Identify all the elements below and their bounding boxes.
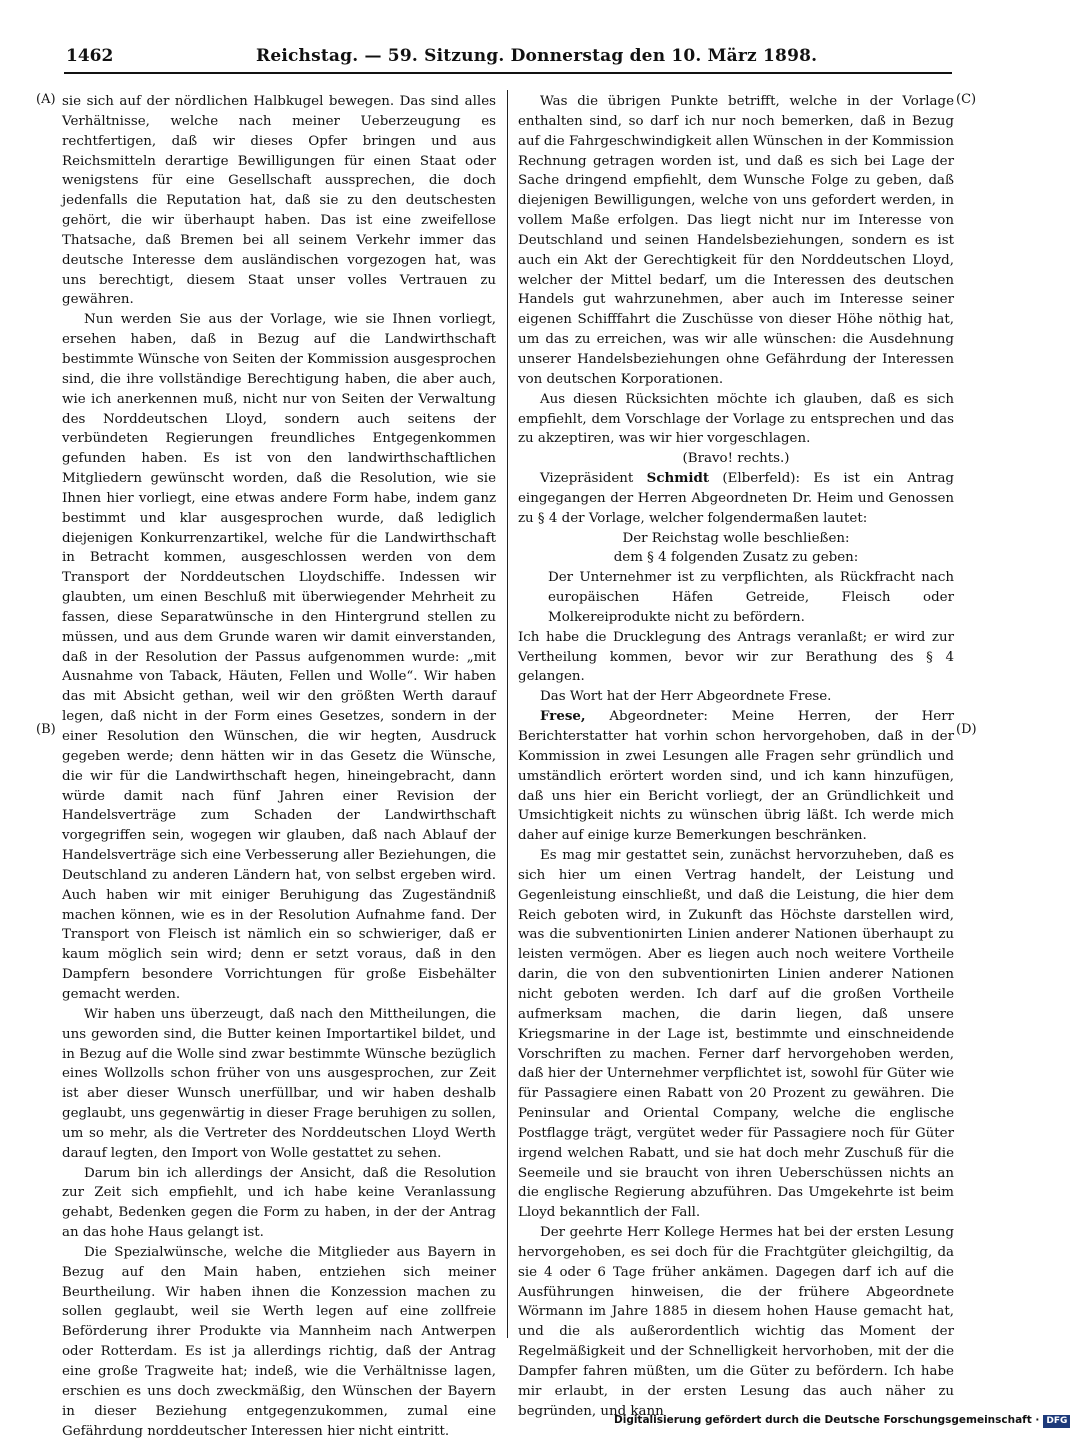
- right-column: [518, 92, 954, 1422]
- paragraph: Es mag mir gestattet sein, zunächst hervorzuheben, daß es sich hier um einen Vertrag handelt, der Leistung und Gegenleistung einschließt, und daß die Leistung, die hier dem Reich geboten wird, in Zukunft das Höchste darstellen wird, was die subventionirten Linien anderer Nationen überhaupt zu leisten vermögen. Aber es liegen auch noch weitere Vortheile darin, die von den subventionirten Linien anderer Nationen nicht geboten werden. Ich darf auf die großen Vortheile aufmerksam machen, die darin liegen, daß unsere Kriegsmarine in der Lage ist, bestimmte und einschneidende Vorschriften zu machen. Ferner darf hervorgehoben werden, daß hier der Unternehmer verpflichtet ist, sowohl für Güter wie für Passagiere einen Rabatt von 20 Prozent zu gewähren. Die Peninsular and Oriental Company, welche die englische Postflagge trägt, vergütet weder für Passagiere noch für Güter irgend welchen Rabatt, und sie hat doch mehr Zuschuß für die Seemeile und sie braucht von ihren Ueberschüssen nichts an die englische Regierung abzuführen. Das Umgekehrte ist beim Lloyd bekanntlich der Fall.: [518, 848, 954, 1221]
- margin-marker-a: (A): [36, 92, 56, 107]
- margin-marker-b: (B): [36, 722, 56, 737]
- margin-marker-c: (C): [956, 92, 977, 107]
- credit-text: Digitalisierung gefördert durch die Deutsche Forschungsgemeinschaft ·: [614, 1414, 1040, 1426]
- motion-line: dem § 4 folgenden Zusatz zu geben:: [613, 550, 859, 566]
- page-number: 1462: [66, 46, 114, 66]
- paragraph: Die Spezialwünsche, welche die Mitglieder aus Bayern in Bezug auf den Main haben, entziehen sich meiner Beurtheilung. Wir haben ihnen die Konzession machen zu sollen geglaubt, weil sie Werth legen auf eine zollfreie Beförderung ihrer Produkte via Mannheim nach Antwerpen oder Rotterdam. Es ist ja allerdings richtig, daß der Antrag eine große Tragweite hat; indeß, wie die Verhältnisse lagen, erschien es uns doch zweckmäßig, den Wünschen der Bayern in dieser Beziehung entgegenzukommen, zumal eine Gefährdung norddeutscher Interessen hier nicht eintritt.: [62, 1244, 496, 1439]
- speaker-name: Frese,: [540, 708, 586, 725]
- paragraph: Wir haben uns überzeugt, daß nach den Mittheilungen, die uns geworden sind, die Butter keinen Importartikel bildet, und in Bezug auf die Wolle sind zwar bestimmte Wünsche bezüglich eines Wollzolls schon früher von uns ausgesprochen, zur Zeit ist aber dieser Wunsch unerfüllbar, und wir haben deshalb geglaubt, uns gegenwärtig in dieser Frage beruhigen zu sollen, um so mehr, als die Vertreter des Norddeutschen Lloyd Werth darauf legten, den Import von Wolle gestattet zu sehen.: [62, 1006, 496, 1161]
- applause-note: (Bravo! rechts.): [682, 451, 790, 467]
- motion-line: Der Reichstag wolle beschließen:: [622, 530, 850, 546]
- column-divider: [507, 90, 508, 1338]
- digitization-credit: [614, 1414, 1068, 1430]
- paragraph: Nun werden Sie aus der Vorlage, wie sie Ihnen vorliegt, ersehen haben, daß in Bezug auf die Landwirthschaft bestimmte Wünsche von Seiten der Kommission ausgesprochen sind, die ihre vollständige Berechtigung haben, die aber auch, wie ich anerkennen muß, nicht nur von Seiten der Verwaltung des Norddeutschen Lloyd, sondern auch seitens der verbündeten Regierungen freundliches Entgegenkommen gefunden haben. Es ist von den landwirthschaftlichen Mitgliedern gewünscht worden, daß die Resolution, wie sie Ihnen hier vorliegt, eine etwas andere Form habe, indem ganz bestimmt und klar ausgesprochen wurde, daß lediglich diejenigen Konkurrenzartikel, welche für die Landwirthschaft in Betracht kommen, ausgeschlossen werden von dem Transport der Norddeutschen Lloydschiffe. Indessen wir glaubten, um einen Beschluß mit überwiegender Mehrheit zu fassen, diese Separatwünsche in den Hintergrund stellen zu müssen, und aus dem Grunde waren wir damit einverstanden, daß in der Resolution der Passus aufgenommen wurde: „mit Ausnahme von Taback, Häuten, Fellen und Wolle“. Wir haben das mit Absicht gethan, weil wir den größten Werth darauf legen, daß nicht in der Form eines Gesetzes, sondern in der einer Resolution den Wünschen, die wir hegten, Ausdruck gegeben werde; denn hätten wir in das Gesetz die Wünsche, die wir für die Landwirthschaft hegen, hineingebracht, dann würde damit nach fünf Jahren einer Revision der Handelsverträge zum Schaden der Landwirthschaft vorgegriffen sein, wogegen wir glauben, daß nach Ablauf der Handelsverträge sich eine Verbesserung aller Beziehungen, die Deutschland zu anderen Ländern hat, von selbst ergeben wird. Auch haben wir mit einiger Beruhigung das Zugeständniß machen können, wie es in der Resolution Aufnahme fand. Der Transport von Fleisch ist nämlich ein so schwieriger, daß er kaum möglich sein wird; denn er setzt voraus, daß in den Dampfern besondere Vorrichtungen für große Eisbehälter gemacht werden.: [62, 312, 496, 1002]
- paragraph: Was die übrigen Punkte betrifft, welche in der Vorlage enthalten sind, so darf ich nur noch bemerken, daß in Bezug auf die Fahrgeschwindigkeit allen Wünschen in der Kommission Rechnung getragen worden ist, und daß es sich bei Lage der Sache dringend empfiehlt, dem Wunsche Folge zu geben, daß diejenigen Bewilligungen, welche von uns gefordert werden, in vollem Maße erfolgen. Das liegt nicht nur im Interesse von Deutschland und seinen Handelsbeziehungen, sondern es ist auch ein Akt der Gerechtigkeit für den Norddeutschen Lloyd, welcher der Mittel bedarf, um die Interessen des deutschen Handels gut wahrzunehmen, aber auch im Interesse seiner eigenen Schifffahrt die Zuschüsse von dieser Höhe nöthig hat, um das zu erreichen, was wir alle wünschen: die Ausdehnung unserer Handelsbeziehungen ohne Gefährdung der Interessen von deutschen Korporationen.: [518, 94, 954, 387]
- speaker-paragraph: [518, 707, 954, 846]
- speaker-paragraph: [518, 469, 954, 529]
- speaker-text: (Elberfeld): Es ist ein Antrag eingegangen der Herren Abgeordneten Dr. Heim und Genossen zu § 4 der Vorlage, welcher folgendermaßen lautet:: [518, 471, 954, 526]
- dfg-logo: DFG: [1043, 1415, 1070, 1428]
- speaker-name: Schmidt: [646, 470, 710, 487]
- paragraph: Ich habe die Drucklegung des Antrags veranlaßt; er wird zur Vertheilung kommen, bevor wir zur Berathung des § 4 gelangen.: [518, 629, 954, 685]
- paragraph: Darum bin ich allerdings der Ansicht, daß die Resolution zur Zeit sich empfiehlt, und ich habe keine Veranlassung gehabt, Bedenken gegen die Form zu haben, in der der Antrag an das hohe Haus gelangt ist.: [62, 1165, 496, 1241]
- speaker-text: Abgeordneter: Meine Herren, der Herr Berichterstatter hat vorhin schon hervorgehoben, daß in der Kommission in zwei Lesungen alle Fragen sehr gründlich und umständlich erörtert worden sind, und ich kann hinzufügen, daß uns hier ein Bericht vorliegt, der an Gründlichkeit und Umsichtigkeit nichts zu wünschen übrig läßt. Ich werde mich daher auf einige kurze Bemerkungen beschränken.: [518, 709, 954, 844]
- paragraph: Aus diesen Rücksichten möchte ich glauben, daß es sich empfiehlt, dem Vorschlage der Vorlage zu entsprechen und das zu akzeptiren, was wir hier vorgeschlagen.: [518, 391, 954, 447]
- margin-marker-d: (D): [956, 722, 977, 737]
- paragraph: Der geehrte Herr Kollege Hermes hat bei der ersten Lesung hervorgehoben, es sei doch für die Frachtgüter gleichgiltig, da sie 4 oder 6 Tage früher ankämen. Dagegen darf ich auf die Ausführungen hinweisen, die der frühere Abgeordnete Wörmann im Jahre 1885 in diesem hohen Hause gemacht hat, und die als außerordentlich wichtig das Moment der Regelmäßigkeit und der Schnelligkeit hervorhoben, mit der die Dampfer fahren müßten, um die Güter zu befördern. Ich habe mir erlaubt, in der ersten Lesung das auch näher zu begründen, und kann: [518, 1225, 954, 1419]
- page-header: [66, 46, 954, 70]
- paragraph: sie sich auf der nördlichen Halbkugel bewegen. Das sind alles Verhältnisse, welche nach meiner Ueberzeugung es rechtfertigen, daß wir dieses Opfer bringen und aus Reichsmitteln derartige Bewilligungen für einen Staat oder wenigstens für eine Gesellschaft aussprechen, die doch jedenfalls die Reputation hat, daß sie zu den deutschesten gehört, die wir überhaupt haben. Das ist eine zweifellose Thatsache, daß Bremen bei all seinem Verkehr immer das deutsche Interesse dem ausländischen vorgezogen hat, was uns berechtigt, diesem Staat unser volles Vertrauen zu gewähren.: [62, 94, 496, 308]
- speaker-role: Vizepräsident: [540, 471, 634, 487]
- motion-text: Der Unternehmer ist zu verpflichten, als Rückfracht nach europäischen Häfen Getreide, Fleisch oder Molkereiprodukte nicht zu befördern.: [548, 570, 954, 625]
- running-title: Reichstag. — 59. Sitzung. Donnerstag den 10. März 1898.: [256, 46, 818, 66]
- paragraph: Das Wort hat der Herr Abgeordnete Frese.: [540, 689, 832, 705]
- header-rule: [64, 72, 952, 74]
- left-column: [62, 92, 496, 1441]
